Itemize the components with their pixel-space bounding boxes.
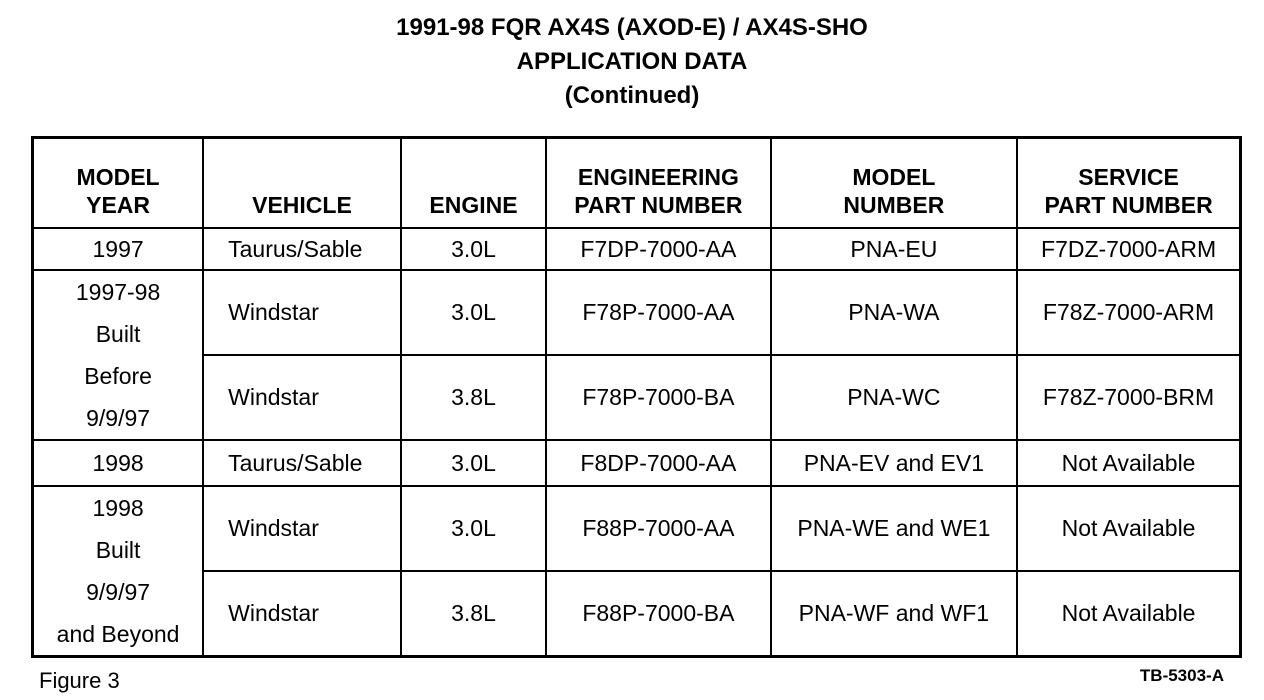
- service-part-cell: F7DZ-7000-ARM: [1017, 228, 1240, 270]
- model-number-cell: PNA-WC: [771, 355, 1018, 440]
- model-year-cell: 1998: [33, 440, 204, 486]
- table-row: [33, 228, 1241, 270]
- header-model-number: MODEL NUMBER: [771, 138, 1018, 229]
- vehicle-cell: Windstar: [203, 486, 401, 571]
- table-row: [33, 355, 1241, 440]
- service-part-cell: F78Z-7000-ARM: [1017, 270, 1240, 355]
- model-year-cell: 1998 Built 9/9/97 and Beyond: [33, 486, 204, 657]
- header-engineering-part-number: ENGINEERING PART NUMBER: [546, 138, 770, 229]
- vehicle-cell: Windstar: [203, 355, 401, 440]
- engine-cell: 3.0L: [401, 486, 546, 571]
- vehicle-cell: Taurus/Sable: [203, 440, 401, 486]
- engineering-part-cell: F78P-7000-AA: [546, 270, 770, 355]
- figure-label: Figure 3: [39, 668, 120, 693]
- engine-cell: 3.0L: [401, 228, 546, 270]
- model-number-cell: PNA-WE and WE1: [771, 486, 1018, 571]
- vehicle-cell: Windstar: [203, 571, 401, 657]
- vehicle-cell: Windstar: [203, 270, 401, 355]
- table-header-row: [33, 138, 1241, 229]
- header-service-part-number: SERVICE PART NUMBER: [1017, 138, 1240, 229]
- table-row: [33, 270, 1241, 355]
- model-number-cell: PNA-EU: [771, 228, 1018, 270]
- model-year-cell: 1997: [33, 228, 204, 270]
- model-number-cell: PNA-EV and EV1: [771, 440, 1018, 486]
- engineering-part-cell: F7DP-7000-AA: [546, 228, 770, 270]
- model-number-cell: PNA-WF and WF1: [771, 571, 1018, 657]
- service-part-cell: Not Available: [1017, 571, 1240, 657]
- model-year-cell: 1997-98 Built Before 9/9/97: [33, 270, 204, 440]
- document-title: 1991-98 FQR AX4S (AXOD-E) / AX4S-SHO: [396, 14, 868, 41]
- engineering-part-cell: F88P-7000-BA: [546, 571, 770, 657]
- engine-cell: 3.8L: [401, 355, 546, 440]
- document-subtitle: APPLICATION DATA: [516, 48, 748, 75]
- document-code: TB-5303-A: [1139, 666, 1224, 685]
- engineering-part-cell: F8DP-7000-AA: [546, 440, 770, 486]
- header-model-year: MODEL YEAR: [33, 138, 204, 229]
- model-number-cell: PNA-WA: [771, 270, 1018, 355]
- engine-cell: 3.0L: [401, 440, 546, 486]
- service-part-cell: F78Z-7000-BRM: [1017, 355, 1240, 440]
- table-row: [33, 571, 1241, 657]
- engineering-part-cell: F78P-7000-BA: [546, 355, 770, 440]
- table-row: [33, 486, 1241, 571]
- application-data-table: [31, 136, 1242, 658]
- header-engine: ENGINE: [401, 138, 546, 229]
- service-part-cell: Not Available: [1017, 486, 1240, 571]
- engine-cell: 3.0L: [401, 270, 546, 355]
- header-vehicle: VEHICLE: [203, 138, 401, 229]
- engine-cell: 3.8L: [401, 571, 546, 657]
- vehicle-cell: Taurus/Sable: [203, 228, 401, 270]
- service-part-cell: Not Available: [1017, 440, 1240, 486]
- table-row: [33, 440, 1241, 486]
- continued-label: (Continued): [564, 82, 700, 109]
- engineering-part-cell: F88P-7000-AA: [546, 486, 770, 571]
